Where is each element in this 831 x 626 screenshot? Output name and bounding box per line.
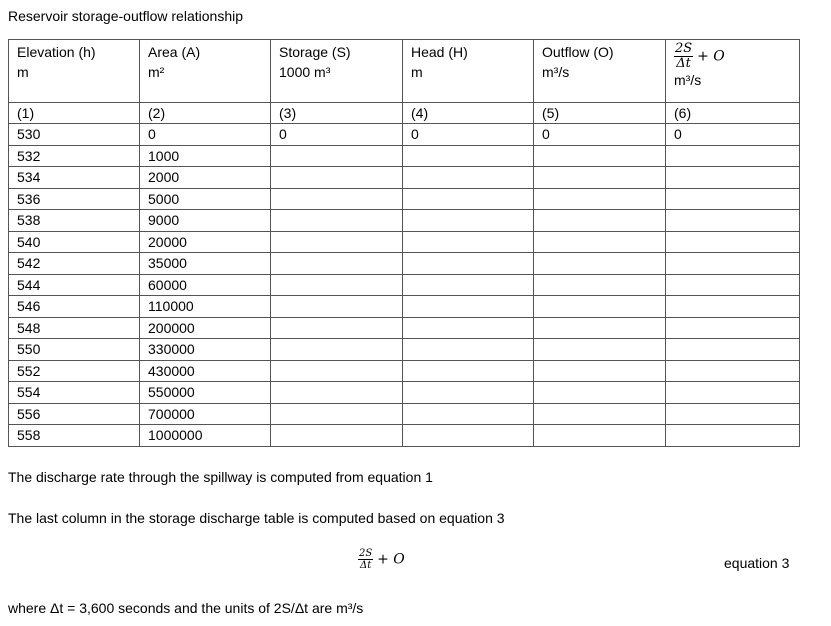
table-cell	[403, 339, 534, 361]
table-cell	[271, 425, 403, 447]
table-cell	[666, 296, 800, 318]
table-row	[9, 360, 800, 382]
table-cell	[403, 274, 534, 296]
table-cell	[666, 167, 800, 189]
table-cell	[534, 403, 666, 425]
table-cell	[271, 145, 403, 167]
table-cell: 330000	[140, 339, 271, 361]
table-cell: 20000	[140, 231, 271, 253]
table-cell: 0	[534, 124, 666, 146]
table-cell	[403, 231, 534, 253]
table-cell: 556	[9, 403, 140, 425]
fraction-2s-over-dt: $\frac{2S}{\Delta t}$	[675, 41, 693, 71]
table-cell: 2000	[140, 167, 271, 189]
table-cell: 5000	[140, 188, 271, 210]
table-row	[9, 167, 800, 189]
table-cell: 540	[9, 231, 140, 253]
table-cell: 110000	[140, 296, 271, 318]
table-cell	[666, 339, 800, 361]
header-elevation: Elevation (h) m	[9, 40, 140, 103]
table-cell: 430000	[140, 360, 271, 382]
table-cell	[403, 382, 534, 404]
table-cell: 538	[9, 210, 140, 232]
table-cell: 548	[9, 317, 140, 339]
paragraph-equation-3: The last column in the storage discharge table is computed based on equation 3	[8, 510, 505, 526]
table-cell: 536	[9, 188, 140, 210]
header-area: Area (A) m²	[140, 40, 271, 103]
table-cell	[271, 167, 403, 189]
table-cell	[271, 317, 403, 339]
table-row	[9, 124, 800, 146]
table-cell: 0	[666, 124, 800, 146]
table-cell	[403, 210, 534, 232]
table-cell	[666, 231, 800, 253]
table-cell	[534, 210, 666, 232]
table-cell	[666, 360, 800, 382]
table-cell	[666, 382, 800, 404]
table-cell	[271, 339, 403, 361]
table-cell	[403, 188, 534, 210]
table-cell	[666, 403, 800, 425]
table-cell: 558	[9, 425, 140, 447]
col-number: (4)	[403, 103, 534, 124]
table-cell: 0	[403, 124, 534, 146]
equation-fraction: $\frac{2S}{\Delta t}$	[359, 548, 373, 571]
table-cell	[666, 317, 800, 339]
column-number-row	[9, 103, 800, 124]
table-cell: 1000	[140, 145, 271, 167]
table-cell	[666, 274, 800, 296]
table-cell	[403, 360, 534, 382]
table-cell: 0	[271, 124, 403, 146]
table-cell	[666, 145, 800, 167]
table-cell	[534, 360, 666, 382]
col-number: (2)	[140, 103, 271, 124]
table-cell	[271, 231, 403, 253]
table-cell	[403, 403, 534, 425]
table-cell	[666, 188, 800, 210]
table-cell: 1000000	[140, 425, 271, 447]
table-row	[9, 339, 800, 361]
header-outflow: Outflow (O) m³/s	[534, 40, 666, 103]
table-row	[9, 425, 800, 447]
table-title: Reservoir storage-outflow relationship	[8, 8, 243, 24]
table-cell	[271, 210, 403, 232]
table-row	[9, 253, 800, 275]
col-number: (6)	[666, 103, 800, 124]
table-row	[9, 145, 800, 167]
table-cell	[403, 425, 534, 447]
table-row	[9, 231, 800, 253]
table-cell: 546	[9, 296, 140, 318]
equation-3: $\frac{2S}{\Delta t}$ + O	[359, 548, 405, 571]
table-cell	[403, 296, 534, 318]
paragraph-equation-1: The discharge rate through the spillway is computed from equation 1	[8, 469, 433, 485]
table-cell: 532	[9, 145, 140, 167]
table-cell	[403, 145, 534, 167]
col-number: (5)	[534, 103, 666, 124]
table-cell	[666, 425, 800, 447]
table-row	[9, 403, 800, 425]
table-cell	[403, 167, 534, 189]
table-row	[9, 382, 800, 404]
table-cell: 35000	[140, 253, 271, 275]
header-storage: Storage (S) 1000 m³	[271, 40, 403, 103]
table-cell	[534, 317, 666, 339]
table-cell: 530	[9, 124, 140, 146]
paragraph-delta-t: where Δt = 3,600 seconds and the units of 2S/Δt are m³/s	[8, 600, 364, 616]
table-cell	[534, 382, 666, 404]
table-cell	[534, 167, 666, 189]
table-cell: 552	[9, 360, 140, 382]
header-row	[9, 40, 800, 103]
header-2s-dt-plus-o: $\frac{2S}{\Delta t}$ + O m³/s	[666, 40, 800, 103]
table-cell	[403, 253, 534, 275]
table-cell: 544	[9, 274, 140, 296]
table-cell	[534, 425, 666, 447]
equation-label: equation 3	[724, 555, 790, 571]
table-row	[9, 188, 800, 210]
table-cell: 0	[140, 124, 271, 146]
table-cell	[534, 274, 666, 296]
table-cell	[271, 403, 403, 425]
table-cell: 550	[9, 339, 140, 361]
table-cell	[534, 339, 666, 361]
col-number: (1)	[9, 103, 140, 124]
table-cell	[534, 296, 666, 318]
table-cell	[403, 317, 534, 339]
table-row	[9, 274, 800, 296]
table-cell	[271, 253, 403, 275]
table-cell	[534, 145, 666, 167]
col-number: (3)	[271, 103, 403, 124]
table-cell	[271, 296, 403, 318]
table-cell	[534, 253, 666, 275]
table-cell	[271, 188, 403, 210]
table-cell	[271, 274, 403, 296]
table-cell: 60000	[140, 274, 271, 296]
table-cell: 542	[9, 253, 140, 275]
table-cell	[271, 360, 403, 382]
table-cell	[534, 231, 666, 253]
table-cell: 9000	[140, 210, 271, 232]
table-cell: 200000	[140, 317, 271, 339]
table-cell: 534	[9, 167, 140, 189]
table-cell	[271, 382, 403, 404]
table-row	[9, 210, 800, 232]
table-cell: 700000	[140, 403, 271, 425]
table-row	[9, 317, 800, 339]
table-cell: 554	[9, 382, 140, 404]
table-row	[9, 296, 800, 318]
table-cell	[666, 210, 800, 232]
storage-outflow-table	[8, 39, 800, 447]
table-cell	[666, 253, 800, 275]
header-head: Head (H) m	[403, 40, 534, 103]
table-cell	[534, 188, 666, 210]
table-cell: 550000	[140, 382, 271, 404]
